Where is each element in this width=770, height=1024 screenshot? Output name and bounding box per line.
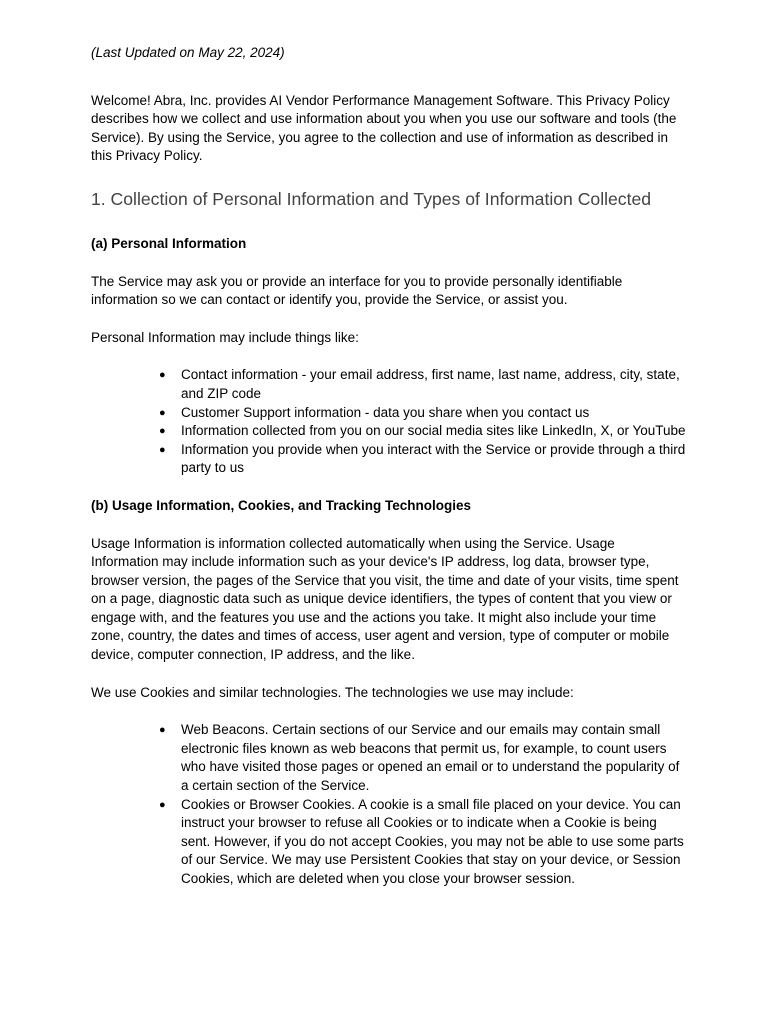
list-item [159,796,686,889]
last-updated-text: (Last Updated on May 22, 2024) [91,45,285,60]
bullet-icon: ● [159,724,166,737]
list-item [159,721,686,795]
subsection-a-heading: (a) Personal Information [91,235,247,251]
cookies-intro: We use Cookies and similar technologies. The technologies we use may include: [91,684,574,700]
personal-info-intro: Personal Information may include things like: [91,329,359,345]
list-item-text: Contact information - your email address, first name, last name, address, city, state, and ZIP code [181,367,680,401]
bullet-icon: ● [159,406,166,419]
subsection-b-heading: (b) Usage Information, Cookies, and Tracking Technologies [91,497,472,513]
section-1-heading: 1. Collection of Personal Information and Types of Information Collected [91,188,652,209]
intro-paragraph: Welcome! Abra, Inc. provides AI Vendor Performance Management Software. This Privacy Policy describes how we collect and use information about you when you use our software and tools (the Service). By using the Service, you agree to the collection and use of information as described in this Privacy Policy. [91,92,677,164]
list-item [159,404,686,423]
list-item-text: Customer Support information - data you share when you contact us [181,404,590,420]
list-item-text: Cookies or Browser Cookies. A cookie is a small file placed on your device. You can instruct your browser to refuse all Cookies or to indicate when a Cookie is being sent. However, if you do not accept Cookies, you may not be able to use some parts of our Service. We may use Persistent Cookies that stay on your device, or Session Cookies, which are deleted when you close your browser session. [181,796,684,886]
personal-info-paragraph: The Service may ask you or provide an interface for you to provide personally identifiable information so we can contact or identify you, provide the Service, or assist you. [91,273,623,308]
list-item-text: Information collected from you on our social media sites like LinkedIn, X, or YouTube [181,423,686,439]
list-item-text: Information you provide when you interact with the Service or provide through a third party to us [181,441,686,476]
bullet-icon: ● [159,443,166,456]
usage-info-paragraph: Usage Information is information collected automatically when using the Service. Usage Information may include information such as your device's IP address, log data, browser type, browser version, the pages of the Service that you visit, the time and date of your visits, time spent on a page, diagnostic data such as unique device identifiers, the types of content that you view or engage with, and the features you use and the actions you take. It might also include your time zone, country, the dates and times of access, user agent and version, type of computer or mobile device, computer connection, IP address, and the like. [91,535,679,663]
bullet-icon: ● [159,425,166,438]
tracking-tech-list [91,721,686,888]
list-item [159,422,686,441]
list-item [159,441,686,478]
bullet-icon: ● [159,369,166,382]
list-item-text: Web Beacons. Certain sections of our Service and our emails may contain small electronic files known as web beacons that permit us, for example, to count users who have visited those pages or opened an email or to understand the popularity of a certain section of the Service. [181,722,680,794]
bullet-icon: ● [159,798,166,811]
list-item [159,366,686,403]
personal-info-list [91,366,686,478]
